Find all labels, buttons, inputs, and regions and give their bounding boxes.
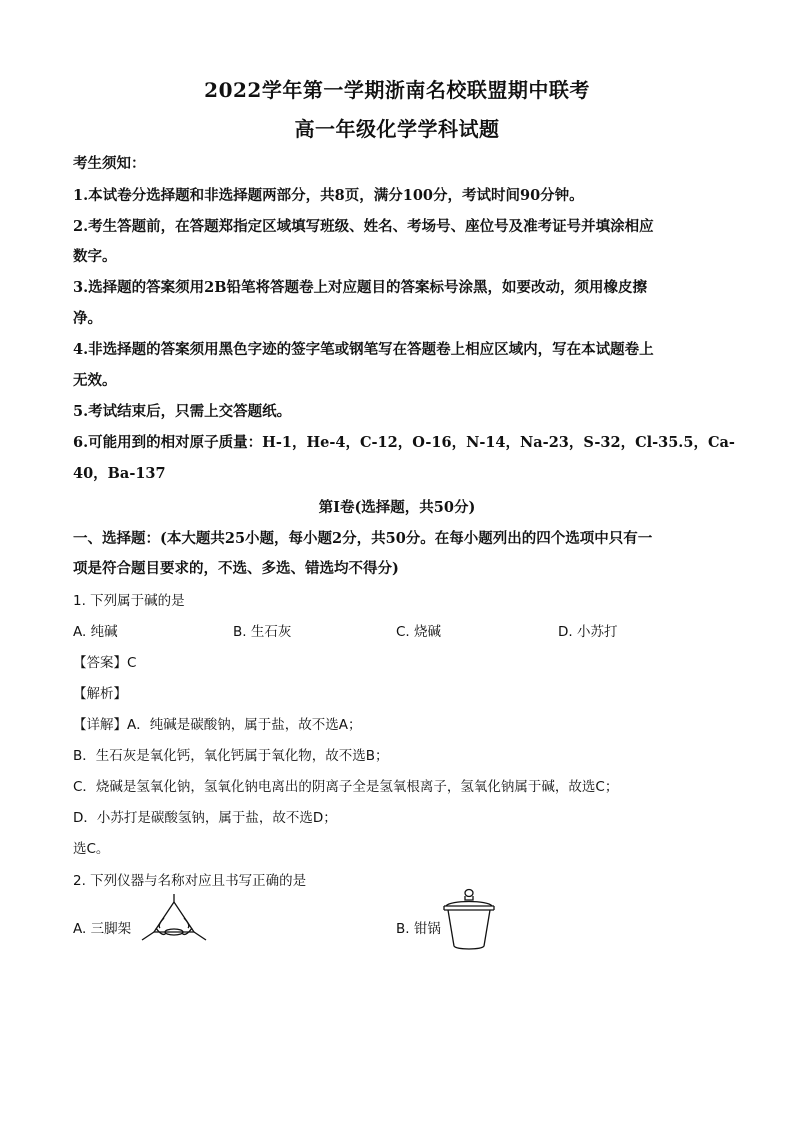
notice-item: 5.考试结束后，只需上交答题纸。 bbox=[73, 403, 292, 420]
detail-tag: 【详解】 bbox=[73, 717, 127, 733]
section-instruction: 项是符合题目要求的，不选、多选、错选均不得分) bbox=[73, 560, 399, 577]
detail-line: C．烧碱是氢氧化钠，氢氧化钠电离出的阴离子全是氢氧根离子，氢氧化钠属于碱，故选C； bbox=[73, 779, 619, 795]
section-title: 第Ⅰ卷(选择题，共50分) bbox=[318, 499, 476, 516]
notice-item: 净。 bbox=[73, 310, 102, 327]
question-1-detail bbox=[73, 713, 361, 733]
notice-item: 4.非选择题的答案须用黑色字迹的签字笔或钢笔写在答题卷上相应区域内，写在本试题卷上 bbox=[73, 341, 654, 358]
question-2-option-a: A. 三脚架 bbox=[73, 921, 132, 937]
exam-subtitle: 高一年级化学学科试题 bbox=[294, 117, 500, 141]
question-1-stem: 1. 下列属于碱的是 bbox=[73, 593, 185, 609]
detail-line: B．生石灰是氧化钙，氧化钙属于氧化物，故不选B； bbox=[73, 748, 389, 764]
question-2-option-b: B. 钳锅 bbox=[396, 921, 441, 937]
notice-item: 无效。 bbox=[73, 372, 117, 389]
crucible-icon bbox=[440, 888, 498, 954]
notice-item: 3.选择题的答案须用2B铅笔将答题卷上对应题目的答案标号涂黑，如要改动，须用橡皮擦 bbox=[73, 279, 647, 296]
notice-item: 2.考生答题前，在答题郑指定区域填写班级、姓名、考场号、座位号及准考证号并填涂相应 bbox=[73, 218, 654, 235]
question-1-option-c: C. 烧碱 bbox=[396, 624, 442, 640]
question-1-option-a: A. 纯碱 bbox=[73, 624, 118, 640]
question-1-answer bbox=[73, 651, 136, 671]
answer-value: C bbox=[127, 655, 137, 671]
section-instruction: 一、选择题：(本大题共25小题，每小题2分，共50分。在每小题列出的四个选项中只有一 bbox=[73, 530, 653, 547]
question-1-option-b: B. 生石灰 bbox=[233, 624, 292, 640]
notice-item: 6.可能用到的相对原子质量：H-1，He-4，C-12，O-16，N-14，Na-23，S-32，Cl-35.5，Ca- bbox=[73, 434, 735, 451]
detail-line: A．纯碱是碳酸钠，属于盐，故不选A； bbox=[127, 717, 362, 733]
detail-line: D．小苏打是碳酸氢钠，属于盐，故不选D； bbox=[73, 810, 337, 826]
detail-line: 选C。 bbox=[73, 841, 110, 857]
question-1-analysis-tag: 【解析】 bbox=[73, 686, 127, 702]
notice-item: 1.本试卷分选择题和非选择题两部分，共8页，满分100分，考试时间90分钟。 bbox=[73, 187, 584, 204]
triangle-clay-icon bbox=[136, 892, 212, 948]
notice-heading: 考生须知： bbox=[73, 155, 146, 172]
question-2-stem: 2. 下列仪器与名称对应且书写正确的是 bbox=[73, 873, 307, 889]
notice-item: 40，Ba-137 bbox=[73, 465, 166, 482]
exam-title: 2022学年第一学期浙南名校联盟期中联考 bbox=[204, 78, 590, 102]
notice-item: 数字。 bbox=[73, 248, 117, 265]
question-1-option-d: D. 小苏打 bbox=[558, 624, 618, 640]
answer-tag: 【答案】 bbox=[73, 655, 127, 671]
